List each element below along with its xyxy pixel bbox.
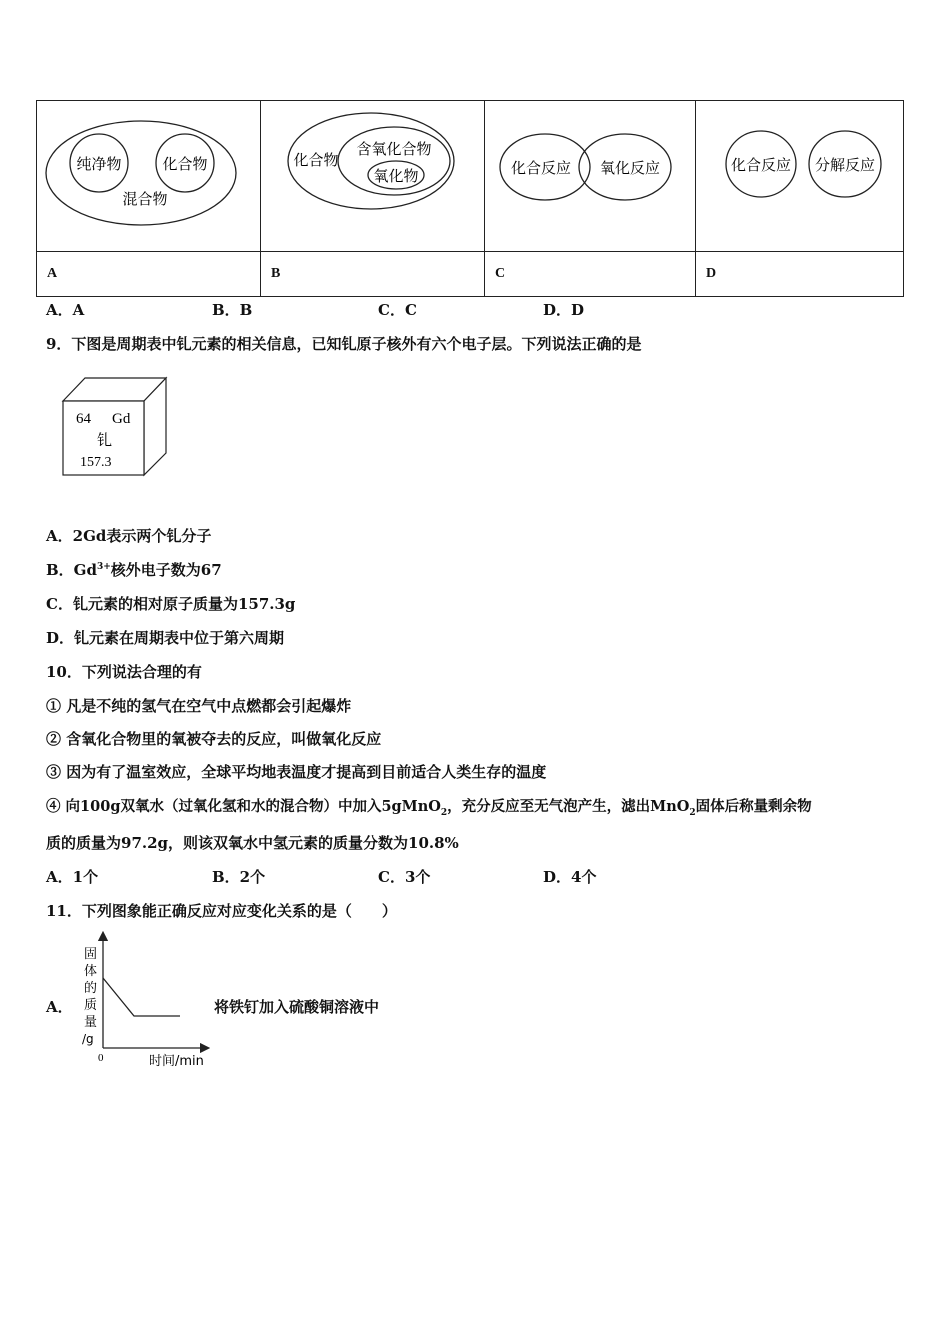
label-oxide: 氧化物 <box>373 167 419 185</box>
diagram-label-d: D <box>696 252 904 297</box>
q11-option-a-text: 将铁钉加入硫酸铜溶液中 <box>214 998 380 1016</box>
label-pure-substance: 纯净物 <box>76 155 122 173</box>
q9-option-d[interactable]: D．钆元素在周期表中位于第六周期 <box>46 629 285 647</box>
q10-statement-3: ③ 因为有了温室效应，全球平均地表温度才提高到目前适合人类生存的温度 <box>46 763 547 781</box>
q11-option-a-label[interactable]: A． <box>46 998 73 1016</box>
q10-s4-sub2: 2 <box>689 807 696 818</box>
diagram-cell-b <box>261 101 485 252</box>
q8-option-a[interactable]: A．A <box>46 301 85 319</box>
q9-option-b[interactable] <box>46 559 222 580</box>
element-name: 钆 <box>97 431 113 449</box>
q10-s4-part1: ④ 向100g双氧水（过氧化氢和水的混合物）中加入5gMnO <box>46 798 441 815</box>
q9-option-b-suffix: 核外电子数为67 <box>110 561 222 579</box>
ylabel-char-5: 量 <box>84 1015 98 1030</box>
label-oxidation-reaction: 氧化反应 <box>599 159 661 177</box>
ylabel-char-2: 体 <box>84 964 98 979</box>
element-number: 64 <box>76 411 91 427</box>
q10-statement-1: ① 凡是不纯的氢气在空气中点燃都会引起爆炸 <box>46 697 352 715</box>
q9-option-b-charge: 3+ <box>96 562 111 572</box>
element-card-gadolinium <box>60 373 172 479</box>
venn-diagram-table <box>36 100 904 297</box>
diagram-cell-d <box>696 101 904 252</box>
venn-diagram-d <box>696 101 903 247</box>
diagram-label-b: B <box>261 252 485 297</box>
q10-option-d[interactable]: D．4个 <box>543 868 597 886</box>
label-decomposition-reaction: 分解反应 <box>814 156 876 174</box>
q9-option-a[interactable]: A．2Gd表示两个钆分子 <box>46 527 212 545</box>
element-mass: 157.3 <box>80 455 112 470</box>
q9-stem: 9．下图是周期表中钆元素的相关信息，已知钆原子核外有六个电子层。下列说法正确的是 <box>46 335 642 353</box>
diagram-label-c: C <box>485 252 696 297</box>
label-combination-reaction: 化合反应 <box>510 159 572 177</box>
element-symbol: Gd <box>112 411 131 427</box>
label-combination-reaction-d: 化合反应 <box>730 156 792 174</box>
q9-option-c[interactable]: C．钆元素的相对原子质量为157.3g <box>46 595 296 613</box>
q8-option-b[interactable]: B．B <box>212 301 253 319</box>
origin-label: 0 <box>98 1052 104 1064</box>
q8-option-c[interactable]: C．C <box>378 301 417 319</box>
q10-stem: 10．下列说法合理的有 <box>46 663 202 681</box>
q11-stem: 11．下列图象能正确反应对应变化关系的是（ ） <box>46 902 397 920</box>
venn-diagram-c <box>485 101 695 247</box>
ylabel-char-1: 固 <box>84 947 98 962</box>
ylabel-char-4: 质 <box>84 998 98 1013</box>
label-compound-b: 化合物 <box>293 151 339 169</box>
q10-s4-part2: ，充分反应至无气泡产生，滤出MnO <box>447 798 690 815</box>
q10-option-a[interactable]: A．1个 <box>46 868 99 886</box>
q10-statement-4 <box>46 795 812 818</box>
q10-s4-part3: 固体后称量剩余物 <box>695 798 812 815</box>
ylabel-char-3: 的 <box>84 981 98 996</box>
label-oxygen-compound: 含氧化合物 <box>356 140 432 158</box>
label-compound: 化合物 <box>162 155 208 173</box>
q11-graph-a <box>70 930 215 1070</box>
q10-s4-sub1: 2 <box>440 807 448 818</box>
q8-option-d[interactable]: D．D <box>543 301 585 319</box>
q9-option-b-prefix: B．Gd <box>46 561 97 579</box>
q10-statement-2: ② 含氧化合物里的氧被夺去的反应，叫做氧化反应 <box>46 730 382 748</box>
ylabel-unit: /g <box>82 1032 94 1046</box>
venn-diagram-b <box>261 101 484 247</box>
q10-option-c[interactable]: C．3个 <box>378 868 431 886</box>
graph-line <box>103 978 180 1016</box>
q10-statement-4-cont: 质的质量为97.2g，则该双氧水中氢元素的质量分数为10.8% <box>46 834 459 852</box>
diagram-cell-c <box>485 101 696 252</box>
q10-option-b[interactable]: B．2个 <box>212 868 266 886</box>
diagram-label-a: A <box>37 252 261 297</box>
label-mixture: 混合物 <box>122 190 168 208</box>
diagram-cell-a <box>37 101 261 252</box>
xlabel: 时间/min <box>149 1054 204 1069</box>
venn-diagram-a <box>37 101 260 247</box>
